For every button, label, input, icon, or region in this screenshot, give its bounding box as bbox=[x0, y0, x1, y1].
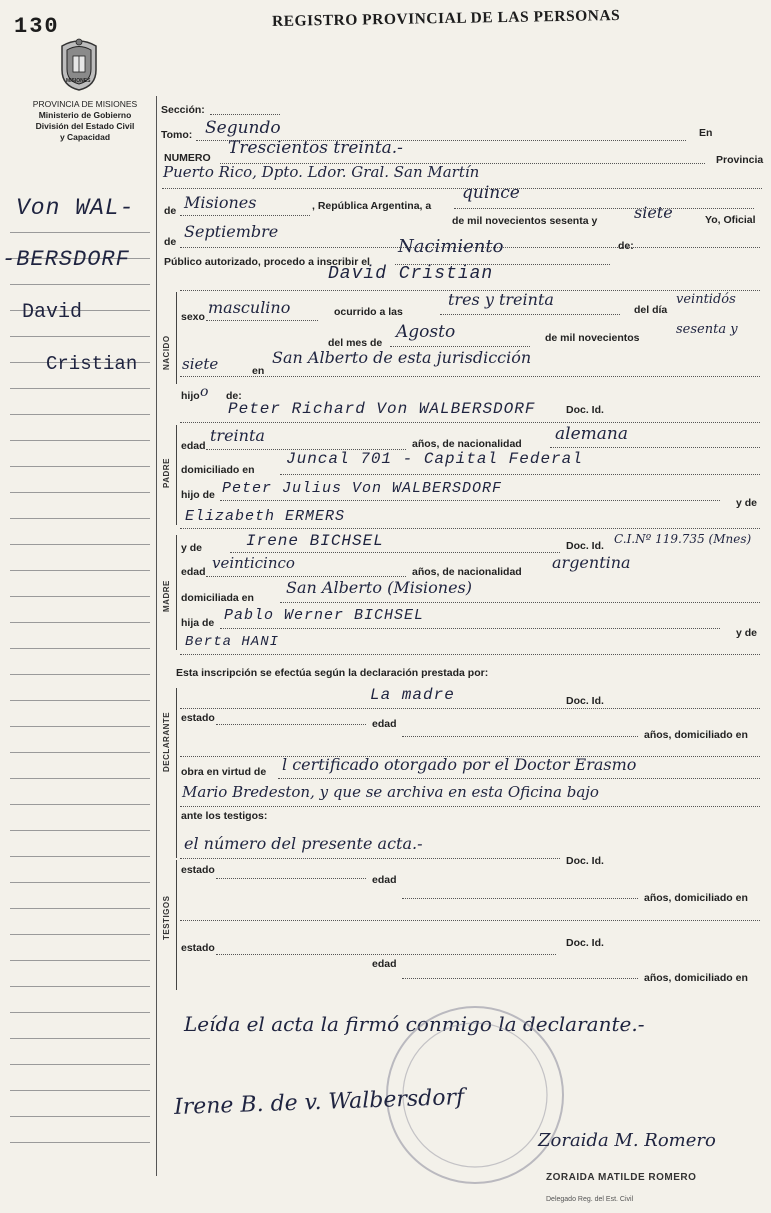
margin-rule bbox=[10, 544, 150, 545]
en-label: En bbox=[699, 127, 713, 139]
place-value: Puerto Rico, Dpto. Ldor. Gral. San Martín bbox=[163, 163, 480, 181]
province-line bbox=[180, 215, 310, 216]
mil-nov-label: de mil novecientos bbox=[545, 332, 640, 344]
madre-dom-value: San Alberto (Misiones) bbox=[286, 578, 472, 597]
hijo-de-label: de: bbox=[226, 390, 242, 402]
margin-rule bbox=[10, 1090, 150, 1091]
padre-y-de-label: y de bbox=[736, 497, 758, 509]
testigo1-estado-line bbox=[216, 878, 366, 879]
nacido-label: NACIDO bbox=[162, 335, 171, 370]
margin-rule bbox=[10, 960, 150, 961]
del-dia-label: del día bbox=[634, 304, 668, 316]
declarante-estado-label: estado bbox=[181, 712, 215, 724]
margin-rule bbox=[10, 1064, 150, 1065]
mes-line bbox=[390, 346, 530, 347]
margin-name-line2: -BERSDORF bbox=[2, 247, 130, 272]
margin-rule bbox=[10, 1116, 150, 1117]
ocurrido-label: ocurrido a las bbox=[334, 306, 403, 318]
testigos-label: ante los testigos: bbox=[181, 810, 268, 822]
margin-rule bbox=[10, 986, 150, 987]
margin-rule bbox=[10, 1012, 150, 1013]
padre-edad-value: treinta bbox=[210, 426, 265, 445]
padre-padre-de: Peter Julius Von WALBERSDORF bbox=[222, 480, 503, 497]
hijo-suffix: o bbox=[200, 384, 209, 400]
testigo2-edad-line bbox=[402, 978, 638, 979]
testigo1-edad-label: edad bbox=[372, 874, 397, 886]
office-division: División del Estado Civil bbox=[35, 121, 135, 131]
declarante-value: La madre bbox=[370, 686, 455, 704]
de3-label: de: bbox=[618, 240, 634, 252]
mes-label: del mes de bbox=[328, 337, 383, 349]
obra-value3: el número del presente acta.- bbox=[184, 834, 423, 853]
margin-name-line3: David bbox=[22, 301, 83, 324]
testigo2-doc-label: Doc. Id. bbox=[566, 937, 604, 949]
registry-title: REGISTRO PROVINCIAL DE LAS PERSONAS bbox=[271, 6, 621, 31]
madre-bracket bbox=[176, 535, 177, 650]
madre-name-line bbox=[230, 552, 560, 553]
declarante-edad-line bbox=[402, 736, 638, 737]
province-value: Misiones bbox=[184, 193, 257, 212]
margin-rule bbox=[10, 830, 150, 831]
dia-value: veintidós bbox=[676, 292, 736, 307]
declarante-doc-label: Doc. Id. bbox=[566, 695, 604, 707]
margin-rule bbox=[10, 570, 150, 571]
provincia-label: Provincia bbox=[716, 154, 764, 166]
margin-rule bbox=[10, 648, 150, 649]
de2-label: de bbox=[164, 236, 177, 248]
margin-rule bbox=[10, 752, 150, 753]
madre-edad-line bbox=[206, 576, 406, 577]
office-ministry: Ministerio de Gobierno bbox=[38, 110, 132, 120]
margin-rule bbox=[10, 934, 150, 935]
padre-nac-value: alemana bbox=[555, 424, 628, 444]
padre-madre-line bbox=[180, 528, 760, 529]
madre-madre-line bbox=[180, 654, 760, 655]
margin-rule bbox=[10, 336, 150, 337]
margin-rule bbox=[10, 388, 150, 389]
tomo-label: Tomo: bbox=[161, 129, 193, 141]
madre-dom-line bbox=[280, 602, 760, 603]
padre-padre-line bbox=[220, 500, 720, 501]
margin-rule bbox=[10, 804, 150, 805]
year-value: siete bbox=[634, 203, 673, 222]
seccion-label: Sección: bbox=[161, 104, 205, 116]
margin-rule bbox=[10, 778, 150, 779]
obra-value: l certificado otorgado por el Doctor Erasmo bbox=[282, 755, 637, 774]
testigo2-estado-label: estado bbox=[181, 942, 215, 954]
sexo-line bbox=[206, 320, 318, 321]
testigo1-anos-dom-label: años, domiciliado en bbox=[644, 892, 748, 904]
madre-doc-label: Doc. Id. bbox=[566, 540, 604, 552]
seccion-line bbox=[210, 114, 280, 115]
madre-nac-label: años, de nacionalidad bbox=[412, 566, 522, 578]
margin-rule bbox=[10, 232, 150, 233]
madre-label: MADRE bbox=[162, 580, 171, 612]
margin-rule bbox=[10, 596, 150, 597]
day-value: quince bbox=[462, 183, 520, 203]
madre-doc-value: C.I.Nº 119.735 (Mnes) bbox=[614, 532, 752, 546]
lugar-value: San Alberto de esta jurisdicción bbox=[272, 348, 532, 367]
padre-name-line bbox=[180, 422, 760, 423]
margin-rule bbox=[10, 284, 150, 285]
padre-nac-label: años, de nacionalidad bbox=[412, 438, 522, 450]
margin-rule bbox=[10, 440, 150, 441]
testigo1-doc-label: Doc. Id. bbox=[566, 855, 604, 867]
margin-rule bbox=[10, 492, 150, 493]
madre-madre-de: Berta HANI bbox=[185, 634, 280, 650]
margin-rule bbox=[10, 856, 150, 857]
office-block bbox=[14, 99, 156, 143]
office-division2: y Capacidad bbox=[59, 132, 111, 142]
margin-rule bbox=[10, 414, 150, 415]
padre-doc-label: Doc. Id. bbox=[566, 404, 604, 416]
madre-name: Irene BICHSEL bbox=[246, 532, 384, 550]
madre-y-de-label2: y de bbox=[736, 627, 758, 639]
lugar-line bbox=[180, 376, 760, 377]
testigo2-edad-label: edad bbox=[372, 958, 397, 970]
stamp-title: Delegado Reg. del Est. Civil bbox=[546, 1196, 634, 1203]
declarante-bracket bbox=[176, 688, 177, 858]
month-value: Septiembre bbox=[184, 222, 279, 241]
sexo-value: masculino bbox=[208, 298, 291, 317]
republica-label: , República Argentina, a bbox=[312, 200, 432, 212]
signature-oficial: Zoraida M. Romero bbox=[538, 1130, 716, 1151]
padre-edad-label: edad bbox=[181, 440, 206, 452]
padre-name: Peter Richard Von WALBERSDORF bbox=[228, 400, 536, 418]
de-label: de bbox=[164, 205, 177, 217]
madre-padre-de: Pablo Werner BICHSEL bbox=[224, 607, 425, 624]
declarante-anos-dom-label: años, domiciliado en bbox=[644, 729, 748, 741]
obra-value2: Mario Bredeston, y que se archiva en esta Oficina bajo bbox=[182, 783, 599, 801]
declarante-edad-label: edad bbox=[372, 718, 397, 730]
declarante-line bbox=[180, 708, 760, 709]
nacido-en-label: en bbox=[252, 365, 265, 377]
obra-label: obra en virtud de bbox=[181, 766, 267, 778]
mil-label: de mil novecientos sesenta y bbox=[452, 215, 598, 227]
padre-bracket bbox=[176, 425, 177, 525]
hora-value: tres y treinta bbox=[448, 290, 554, 309]
sexo-label: sexo bbox=[181, 311, 205, 323]
mes-value: Agosto bbox=[396, 322, 456, 342]
page-number: 130 bbox=[14, 14, 60, 39]
testigo1-dom-line bbox=[180, 920, 760, 921]
madre-hija-label: hija de bbox=[181, 617, 215, 629]
testigo2-anos-dom-label: años, domiciliado en bbox=[644, 972, 748, 984]
padre-label: PADRE bbox=[162, 458, 171, 488]
day-line bbox=[454, 208, 754, 209]
margin-rule bbox=[10, 700, 150, 701]
anio-value: sesenta y bbox=[676, 322, 738, 337]
office-province: PROVINCIA DE MISIONES bbox=[32, 99, 138, 109]
margin-divider bbox=[156, 96, 157, 1176]
margin-rule bbox=[10, 908, 150, 909]
madre-dom-label: domiciliada en bbox=[181, 592, 254, 604]
nacido-name: David Cristian bbox=[328, 264, 494, 284]
madre-edad-label: edad bbox=[181, 566, 206, 578]
padre-nac-line bbox=[550, 447, 760, 448]
obra-line3 bbox=[180, 858, 560, 859]
numero-label: NUMERO bbox=[164, 152, 211, 164]
anio-value2: siete bbox=[182, 355, 219, 373]
madre-edad-value: veinticinco bbox=[212, 554, 295, 572]
margin-rule bbox=[10, 466, 150, 467]
stamp-name: ZORAIDA MATILDE ROMERO bbox=[546, 1172, 697, 1183]
padre-hijo-label: hijo de bbox=[181, 489, 215, 501]
declaration-intro: Esta inscripción se efectúa según la declaración prestada por: bbox=[176, 667, 489, 679]
margin-rule bbox=[10, 622, 150, 623]
padre-madre-de: Elizabeth ERMERS bbox=[185, 508, 346, 525]
madre-y-de-label: y de bbox=[181, 542, 203, 554]
obra-line bbox=[278, 778, 760, 779]
madre-padre-line bbox=[220, 628, 720, 629]
nacido-bracket bbox=[176, 292, 177, 384]
madre-nac-value: argentina bbox=[552, 553, 631, 572]
publico-label: Público autorizado, procedo a inscribir el bbox=[164, 256, 370, 268]
leida-text: Leída el acta la firmó conmigo la declarante.- bbox=[184, 1012, 645, 1036]
signature-declarante: Irene B. de v. Walbersdorf bbox=[173, 1084, 465, 1121]
inscribir-value: Nacimiento bbox=[398, 236, 504, 257]
margin-rule bbox=[10, 882, 150, 883]
margin-name-line4: Cristian bbox=[46, 353, 138, 375]
declarante-estado-line bbox=[216, 724, 366, 725]
seal-text: MISIONES bbox=[66, 78, 91, 84]
testigos-bracket bbox=[176, 860, 177, 990]
oficial-label: Yo, Oficial bbox=[705, 214, 756, 226]
hora-line bbox=[440, 314, 620, 315]
tomo-value: Segundo bbox=[205, 118, 281, 138]
margin-rule bbox=[10, 1038, 150, 1039]
declarante-label: DECLARANTE bbox=[162, 711, 171, 772]
testigo1-estado-label: estado bbox=[181, 864, 215, 876]
numero-value: Trescientos treinta.- bbox=[228, 138, 403, 158]
testigo2-estado-line bbox=[216, 954, 556, 955]
padre-dom-label: domiciliado en bbox=[181, 464, 255, 476]
margin-name-line1: Von WAL- bbox=[16, 195, 135, 221]
testigos-section-label: TESTIGOS bbox=[162, 895, 171, 940]
margin-rule bbox=[10, 518, 150, 519]
padre-dom-line bbox=[280, 474, 760, 475]
margin-rule bbox=[10, 1142, 150, 1143]
hijo-label: hijo bbox=[181, 390, 200, 402]
obra-line2 bbox=[180, 806, 760, 807]
testigo1-edad-line bbox=[402, 898, 638, 899]
margin-rule bbox=[10, 674, 150, 675]
padre-dom-value: Juncal 701 - Capital Federal bbox=[286, 450, 583, 468]
margin-rule bbox=[10, 726, 150, 727]
